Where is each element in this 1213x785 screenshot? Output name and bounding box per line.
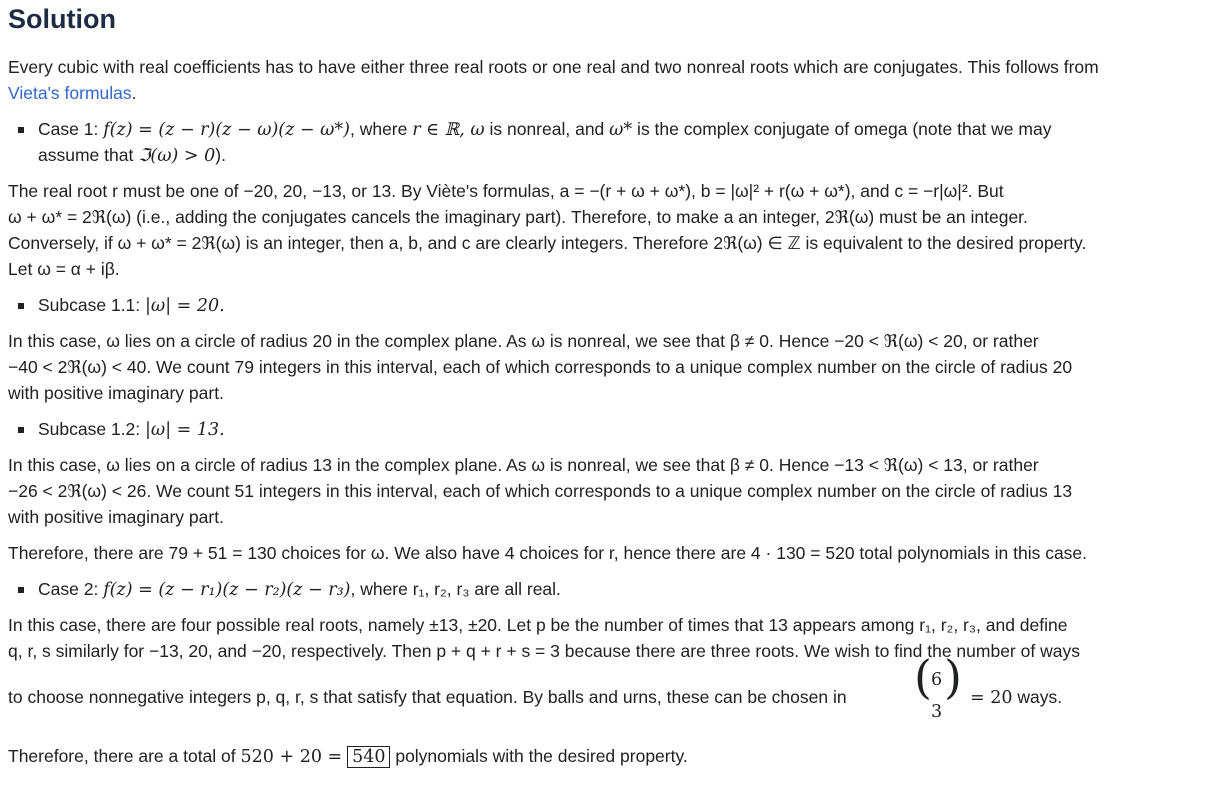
left-paren-icon: ( <box>914 650 932 704</box>
subcase1-list-item: Subcase 1.1: |ω| = 20. <box>38 295 225 316</box>
case1-list-item: Case 1: f(z) = (z − r)(z − ω)(z − ω*), where r ∈ ℝ, ω is nonreal, and ω* is the complex conjugate of omega (note that we may <box>38 119 1051 140</box>
bullet-icon <box>18 587 24 593</box>
para5-line3: to choose nonnegative integers p, q, r, s that satisfy that equation. By balls and urns, these can be chosen in <box>8 687 847 707</box>
para3-line2: −26 < 2ℜ(ω) < 26. We count 51 integers in this interval, each of which corresponds to a unique complex number on the circle of radius 13 <box>8 481 1073 501</box>
binomial-coefficient <box>914 650 974 732</box>
para3-line3: with positive imaginary part. <box>8 507 224 527</box>
para1-line2: ω + ω* = 2ℜ(ω) (i.e., adding the conjugates cancels the imaginary part). Therefore, to make a an integer, 2ℜ(ω) must be an integer. <box>8 207 1028 227</box>
right-paren-icon: ) <box>944 650 962 704</box>
binom-bottom: 3 <box>931 702 943 722</box>
para5-line1: In this case, there are four possible real roots, namely ±13, ±20. Let p be the number of times that 13 appears among r₁, r₂, r₃, and define <box>8 615 1068 635</box>
para5-line3-end: = 20 ways. <box>970 687 1063 708</box>
bullet-icon <box>18 127 24 133</box>
para2-line3: with positive imaginary part. <box>8 383 224 403</box>
section-heading: Solution <box>8 4 116 34</box>
vietas-formulas-link[interactable]: Vieta's formulas <box>8 83 132 103</box>
final-line: Therefore, there are a total of 520 + 20 = 540 polynomials with the desired property. <box>8 746 688 767</box>
para1-line3: Conversely, if ω + ω* = 2ℜ(ω) is an integer, then a, b, and c are clearly integers. Therefore 2ℜ(ω) ∈ ℤ is equivalent to the desired property. <box>8 233 1087 253</box>
para5-line2: q, r, s similarly for −13, 20, and −20, respectively. Then p + q + r + s = 3 because there are three roots. We wish to find the number of ways <box>8 641 1080 661</box>
binom-top: 6 <box>931 670 943 690</box>
case1-list-item-cont: assume that ℑ(ω) > 0). <box>38 145 226 166</box>
bullet-icon <box>18 427 24 433</box>
para2-line2: −40 < 2ℜ(ω) < 40. We count 79 integers in this interval, each of which corresponds to a unique complex number on the circle of radius 20 <box>8 357 1073 377</box>
subcase2-list-item: Subcase 1.2: |ω| = 13. <box>38 419 225 440</box>
para4: Therefore, there are 79 + 51 = 130 choices for ω. We also have 4 choices for r, hence there are 4 · 130 = 520 total polynomials in this case. <box>8 543 1088 563</box>
intro-paragraph <box>8 57 1099 78</box>
para3-line1: In this case, ω lies on a circle of radius 13 in the complex plane. As ω is nonreal, we see that β ≠ 0. Hence −13 < ℜ(ω) < 13, or rather <box>8 455 1039 475</box>
bullet-icon <box>18 303 24 309</box>
para1-line4: Let ω = α + iβ. <box>8 259 120 279</box>
para2-line1: In this case, ω lies on a circle of radius 20 in the complex plane. As ω is nonreal, we see that β ≠ 0. Hence −20 < ℜ(ω) < 20, or rather <box>8 331 1039 351</box>
intro-link-line: Vieta's formulas. <box>8 83 137 103</box>
intro-text: Every cubic with real coefficients has to have either three real roots or one real and two nonreal roots which are conjugates. This follows from <box>8 57 1099 77</box>
para1-line1: The real root r must be one of −20, 20, −13, or 13. By Viète's formulas, a = −(r + ω + ω*), b = |ω|² + r(ω + ω*), and c = −r|ω|². But <box>8 181 1004 201</box>
case2-list-item: Case 2: f(z) = (z − r₁)(z − r₂)(z − r₃), where r₁, r₂, r₃ are all real. <box>38 579 561 600</box>
answer-box: 540 <box>347 746 390 768</box>
